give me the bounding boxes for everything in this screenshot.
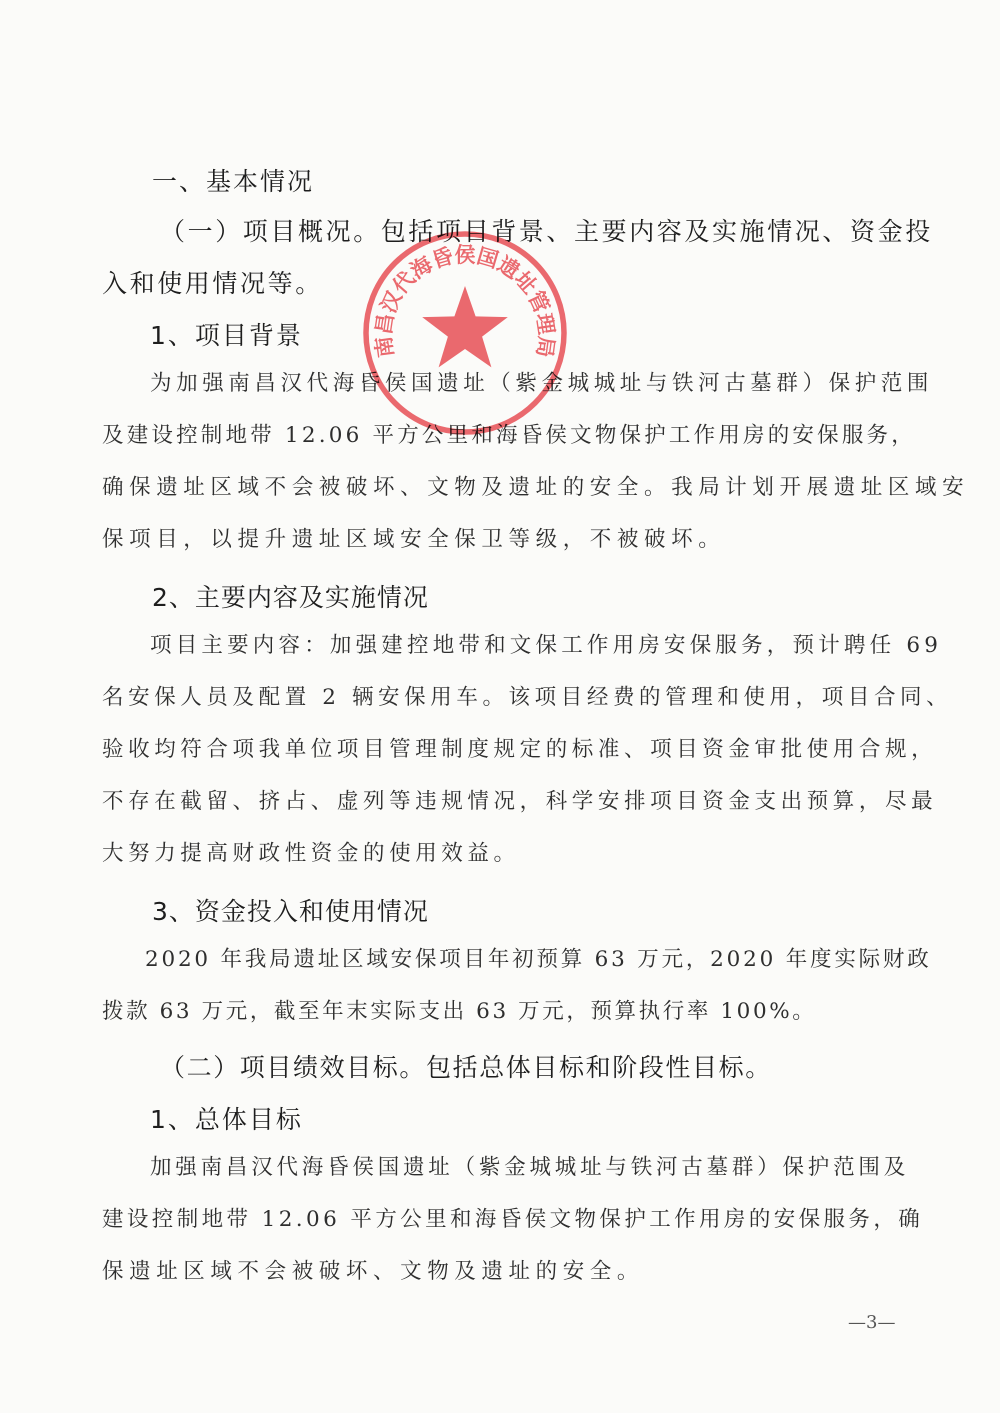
item-heading-funding: 3、资金投入和使用情况 bbox=[152, 897, 429, 926]
paragraph-line: 确保遗址区域不会被破坏、文物及遗址的安全。我局计划开展遗址区域安 bbox=[102, 475, 970, 500]
subsection-heading-performance-goals: （二）项目绩效目标。包括总体目标和阶段性目标。 bbox=[160, 1053, 772, 1082]
paragraph-line: 不存在截留、挤占、虚列等违规情况，科学安排项目资金支出预算，尽最 bbox=[102, 789, 938, 814]
item-heading-main-content: 2、主要内容及实施情况 bbox=[152, 583, 429, 612]
paragraph-line: 验收均符合项我单位项目管理制度规定的标准、项目资金审批使用合规， bbox=[102, 737, 938, 762]
section-heading-basic-info: 一、基本情况 bbox=[152, 167, 315, 196]
paragraph-line: 拨款 63 万元，截至年末实际支出 63 万元，预算执行率 100%。 bbox=[102, 999, 817, 1024]
paragraph-line: 建设控制地带 12.06 平方公里和海昏侯文物保护工作用房的安保服务，确 bbox=[102, 1207, 924, 1232]
seal-text: 南昌汉代海昏侯国遗址管理局 bbox=[371, 243, 559, 359]
paragraph-line: 保项目，以提升遗址区域安全保卫等级，不被破坏。 bbox=[102, 527, 726, 552]
subsection-heading-project-overview: （一）项目概况。包括项目背景、主要内容及实施情况、资金投 bbox=[160, 217, 933, 246]
paragraph-line: 项目主要内容：加强建控地带和文保工作用房安保服务，预计聘任 69 bbox=[150, 633, 943, 658]
subsection-heading-project-overview-cont: 入和使用情况等。 bbox=[102, 269, 323, 298]
paragraph-line: 2020 年我局遗址区域安保项目年初预算 63 万元，2020 年度实际财政 bbox=[145, 947, 932, 972]
paragraph-line: 大努力提高财政性资金的使用效益。 bbox=[102, 841, 520, 866]
paragraph-line: 加强南昌汉代海昏侯国遗址（紫金城城址与铁河古墓群）保护范围及 bbox=[150, 1155, 910, 1180]
paragraph-line: 名安保人员及配置 2 辆安保用车。该项目经费的管理和使用，项目合同、 bbox=[102, 685, 953, 710]
paragraph-line: 为加强南昌汉代海昏侯国遗址（紫金城城址与铁河古墓群）保护范围 bbox=[150, 371, 934, 396]
paragraph-line: 及建设控制地带 12.06 平方公里和海昏侯文物保护工作用房的安保服务， bbox=[102, 423, 916, 448]
item-heading-overall-goal: 1、总体目标 bbox=[150, 1105, 303, 1134]
paragraph-line: 保遗址区域不会被破坏、文物及遗址的安全。 bbox=[102, 1259, 645, 1284]
star-icon bbox=[422, 286, 508, 367]
official-seal-stamp bbox=[360, 228, 570, 438]
page-number: —3— bbox=[848, 1312, 896, 1333]
item-heading-project-background: 1、项目背景 bbox=[150, 321, 303, 350]
